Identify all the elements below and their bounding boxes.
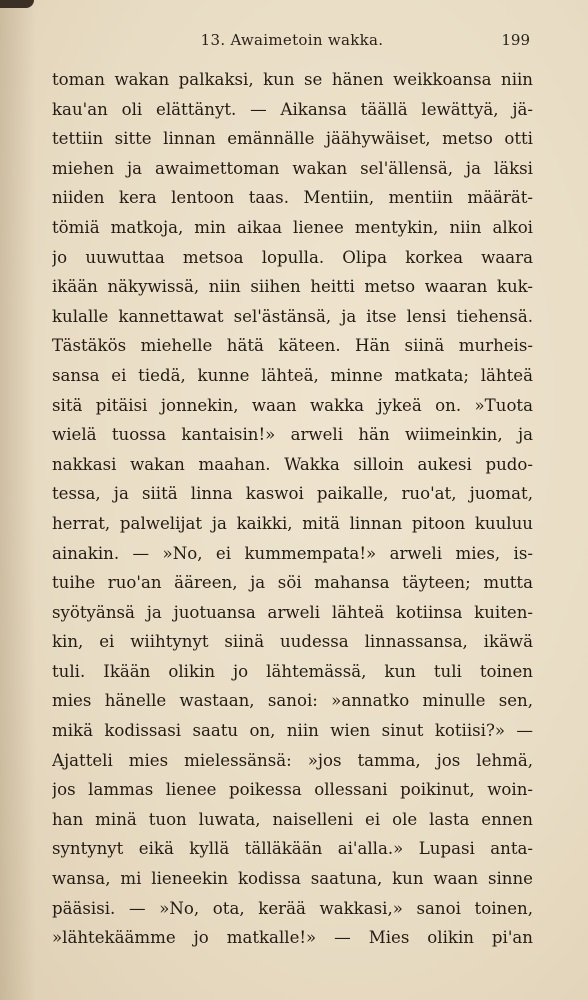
page-number: 199 (501, 31, 530, 49)
text-line: »lähtekäämme jo matkalle!» — Mies olikin pi'an (52, 928, 533, 948)
text-line: pääsisi. — »No, ota, kerää wakkasi,» sanoi toinen, (52, 898, 533, 918)
text-line: Tästäkös miehelle hätä käteen. Hän siinä murheis- (52, 336, 533, 356)
text-line: wielä tuossa kantaisin!» arweli hän wiimeinkin, ja (52, 425, 533, 445)
text-line: niiden kera lentoon taas. Mentiin, mentiin määrät- (52, 188, 533, 208)
text-line: tömiä matkoja, min aikaa lienee mentykin, niin alkoi (52, 217, 533, 237)
page-gutter-shadow (0, 0, 36, 1000)
text-line: han minä tuon luwata, naiselleni ei ole lasta ennen (52, 809, 533, 829)
text-line: tuli. Ikään olikin jo lähtemässä, kun tuli toinen (52, 661, 533, 681)
text-line: mikä kodissasi saatu on, niin wien sinut kotiisi?» — (52, 721, 533, 741)
dark-corner (0, 0, 34, 8)
text-line: ainakin. — »No, ei kummempata!» arweli mies, is- (52, 543, 533, 563)
text-line: jos lammas lienee poikessa ollessani poikinut, woin- (52, 780, 533, 800)
text-line: herrat, palwelijat ja kaikki, mitä linnan pitoon kuuluu (52, 513, 533, 533)
text-line: kau'an oli elättänyt. — Aikansa täällä lewättyä, jä- (52, 99, 533, 119)
text-line: jo uuwuttaa metsoa lopulla. Olipa korkea waara (52, 247, 533, 267)
text-line: syötyänsä ja juotuansa arweli lähteä kotiinsa kuiten- (52, 602, 533, 622)
text-line: miehen ja awaimettoman wakan sel'ällensä, ja läksi (52, 158, 533, 178)
text-line: nakkasi wakan maahan. Wakka silloin aukesi pudo- (52, 454, 533, 474)
text-line: tettiin sitte linnan emännälle jäähywäiset, metso otti (52, 129, 533, 149)
body-text (52, 65, 533, 953)
chapter-title: 13. Awaimetoin wakka. (200, 31, 384, 49)
text-line: syntynyt eikä kyllä tälläkään ai'alla.» Lupasi anta- (52, 839, 533, 859)
text-line: wansa, mi lieneekin kodissa saatuna, kun waan sinne (52, 869, 533, 889)
text-line: tuihe ruo'an ääreen, ja söi mahansa täyteen; mutta (52, 573, 533, 593)
text-line: sitä pitäisi jonnekin, waan wakka jykeä on. »Tuota (52, 395, 533, 415)
text-line: tessa, ja siitä linna kaswoi paikalle, ruo'at, juomat, (52, 484, 533, 504)
text-line: kin, ei wiihtynyt siinä uudessa linnassansa, ikäwä (52, 632, 533, 652)
running-head (52, 31, 532, 53)
text-line: mies hänelle wastaan, sanoi: »annatko minulle sen, (52, 691, 533, 711)
text-line: ikään näkywissä, niin siihen heitti metso waaran kuk- (52, 277, 533, 297)
text-line: sansa ei tiedä, kunne lähteä, minne matkata; lähteä (52, 365, 533, 385)
text-line: Ajatteli mies mielessänsä: »jos tamma, jos lehmä, (52, 750, 533, 770)
text-line: toman wakan palkaksi, kun se hänen weikkoansa niin (52, 70, 533, 89)
text-line: kulalle kannettawat sel'ästänsä, ja itse lensi tiehensä. (52, 306, 533, 326)
